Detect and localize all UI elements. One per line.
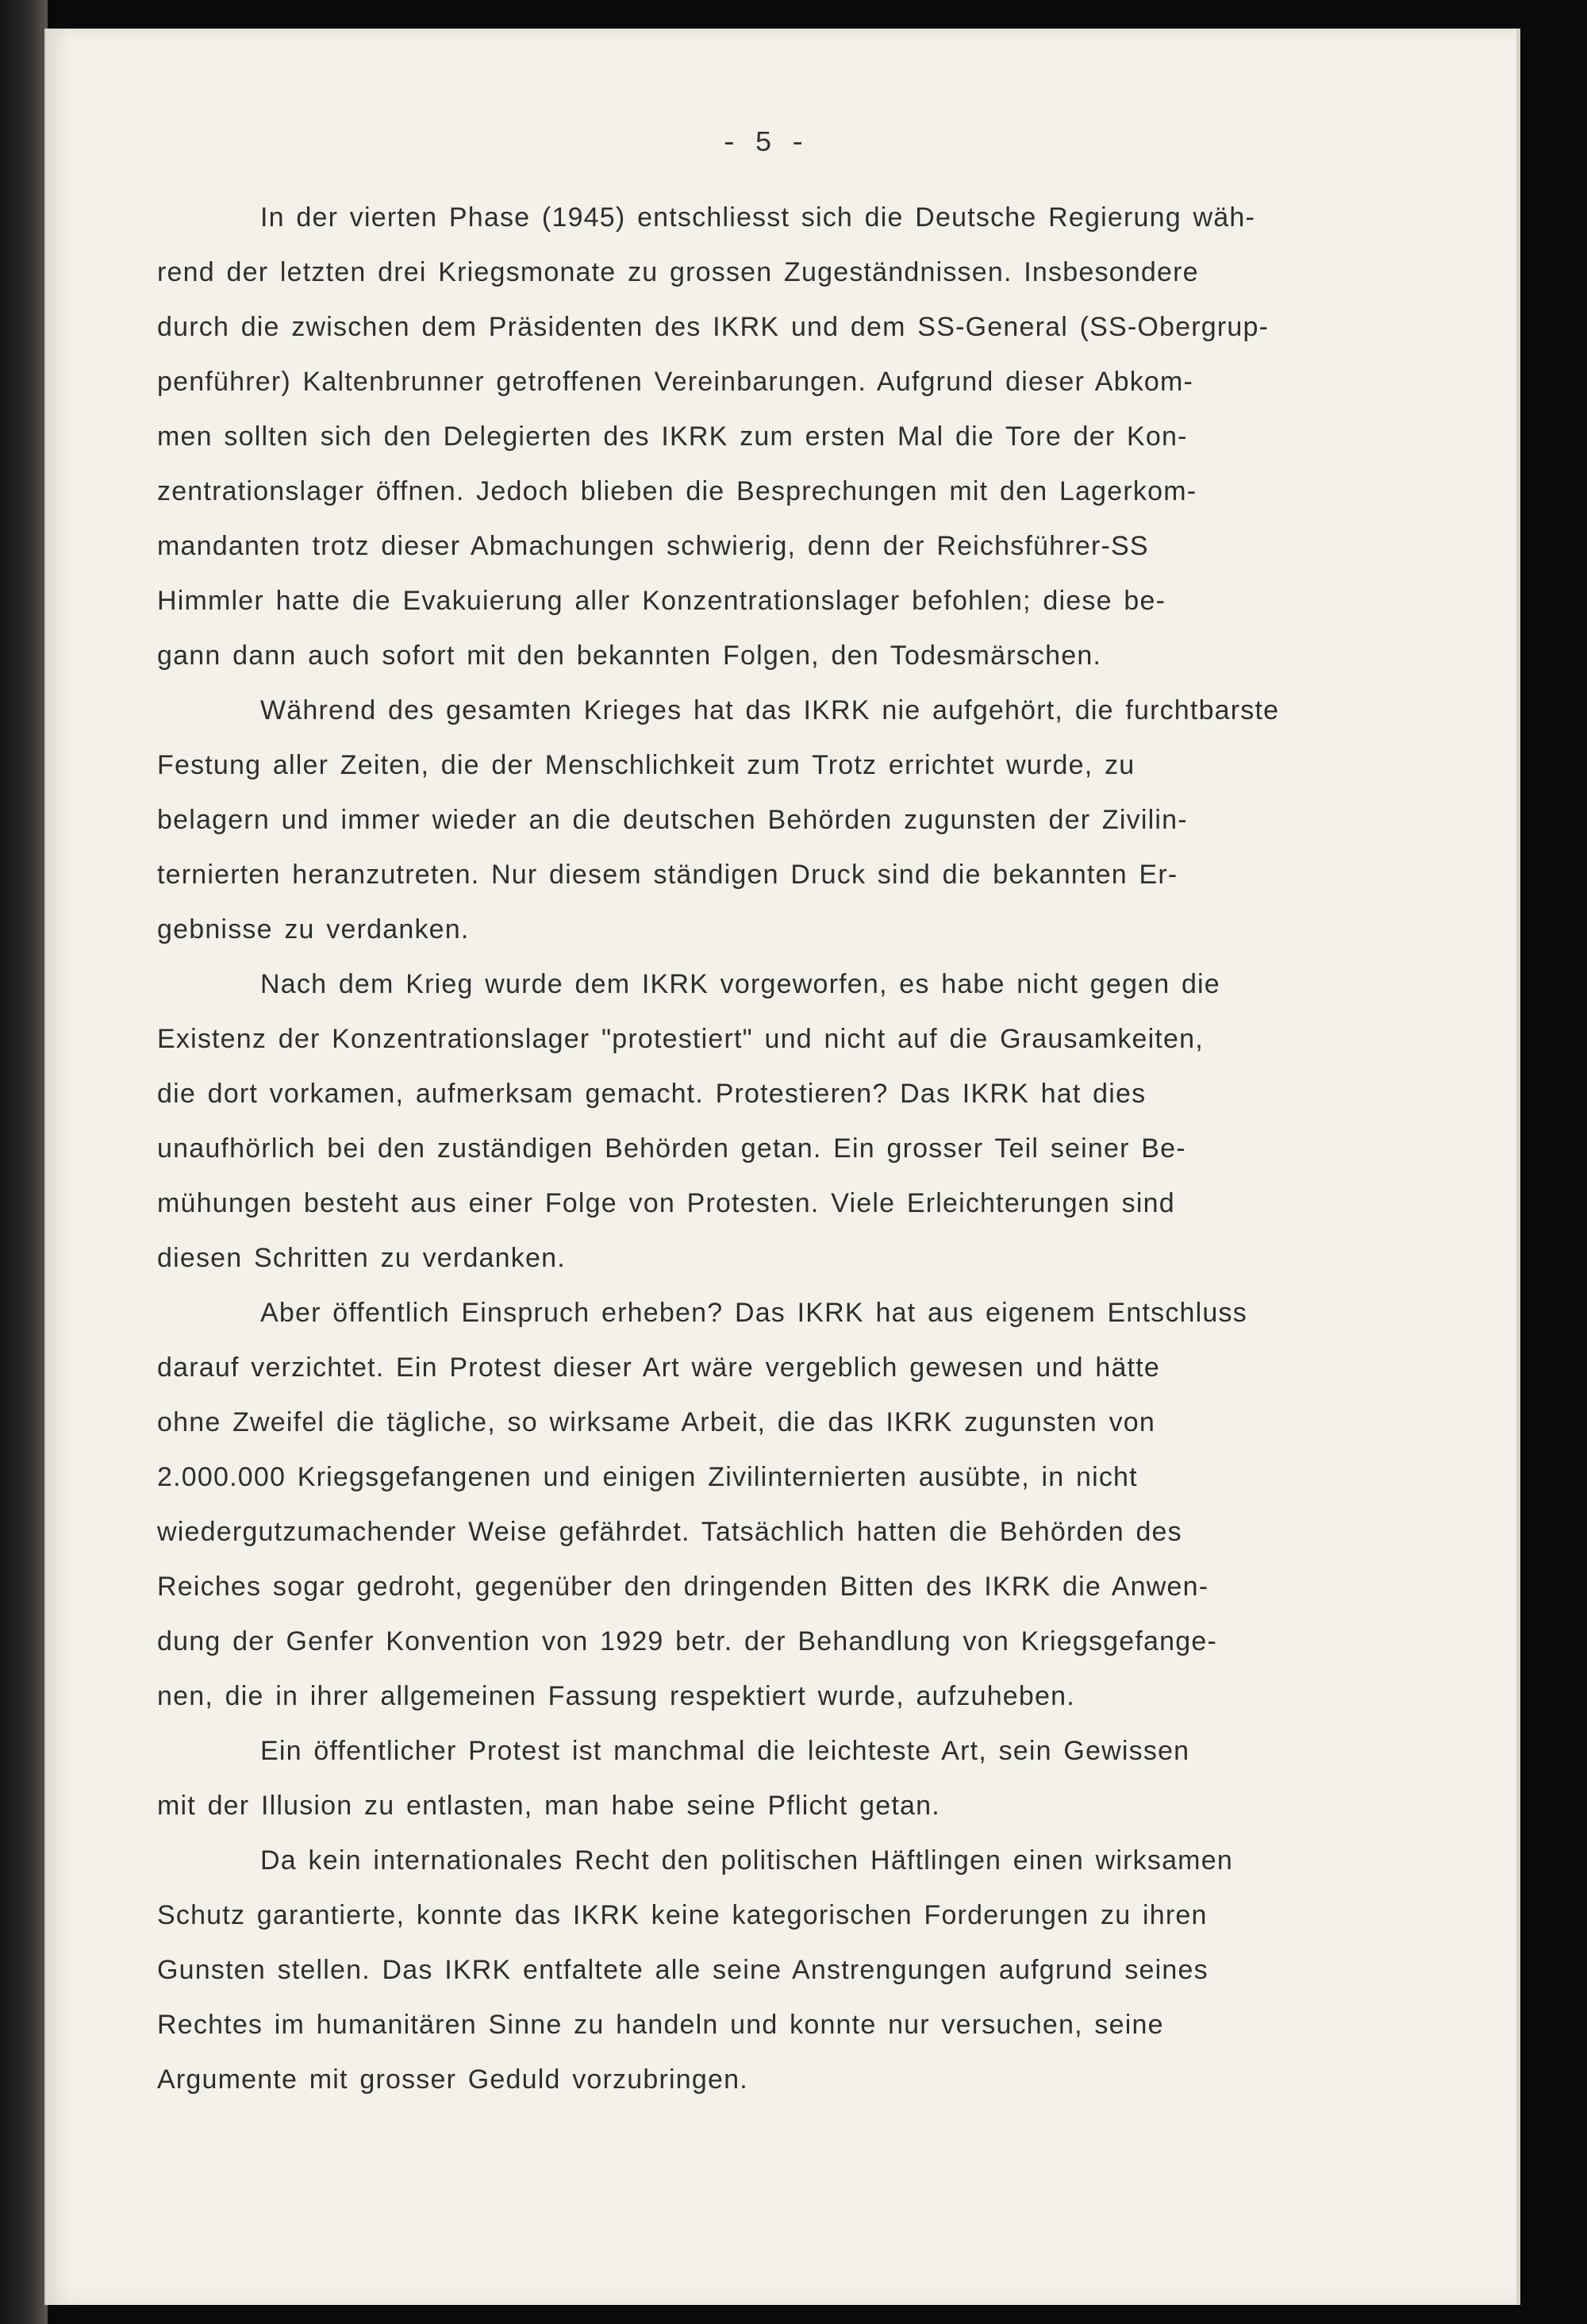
text-line: belagern und immer wieder an die deutschen Behörden zugunsten der Zivilin- (157, 805, 1188, 835)
text-line: darauf verzichtet. Ein Protest dieser Art wäre vergeblich gewesen und hätte (157, 1352, 1160, 1383)
paragraph (157, 957, 1506, 1286)
text-line: gebnisse zu verdanken. (157, 914, 470, 945)
paragraph (157, 190, 1506, 683)
text-line: dung der Genfer Konvention von 1929 betr. der Behandlung von Kriegsgefange- (157, 1626, 1217, 1656)
text-line: durch die zwischen dem Präsidenten des IKRK und dem SS-General (SS-Obergrup- (157, 312, 1270, 342)
text-line: Himmler hatte die Evakuierung aller Konzentrationslager befohlen; diese be- (157, 586, 1166, 616)
text-line: diesen Schritten zu verdanken. (157, 1243, 566, 1273)
text-line: Argumente mit grosser Geduld vorzubringen. (157, 2064, 748, 2095)
text-line: Da kein internationales Recht den politischen Häftlingen einen wirksamen (260, 1845, 1233, 1876)
text-line: men sollten sich den Delegierten des IKRK zum ersten Mal die Tore der Kon- (157, 421, 1188, 452)
text-line: Ein öffentlicher Protest ist manchmal die leichteste Art, sein Gewissen (260, 1736, 1190, 1766)
text-line: Existenz der Konzentrationslager "protestiert" und nicht auf die Grausamkeiten, (157, 1024, 1204, 1054)
text-line: Rechtes im humanitären Sinne zu handeln und konnte nur versuchen, seine (157, 2010, 1164, 2040)
text-line: unaufhörlich bei den zuständigen Behörden getan. Ein grosser Teil seiner Be- (157, 1133, 1186, 1164)
text-line: wiedergutzumachender Weise gefährdet. Tatsächlich hatten die Behörden des (157, 1517, 1182, 1547)
paragraph (157, 1724, 1506, 1833)
text-line: rend der letzten drei Kriegsmonate zu grossen Zugeständnissen. Insbesondere (157, 257, 1199, 287)
text-line: Aber öffentlich Einspruch erheben? Das IKRK hat aus eigenem Entschluss (260, 1298, 1247, 1328)
text-line: zentrationslager öffnen. Jedoch blieben die Besprechungen mit den Lagerkom- (157, 476, 1197, 506)
text-line: Reiches sogar gedroht, gegenüber den dringenden Bitten des IKRK die Anwen- (157, 1572, 1209, 1602)
document-page (44, 29, 1520, 2305)
binding-spine (0, 0, 48, 2324)
text-line: mandanten trotz dieser Abmachungen schwierig, denn der Reichsführer-SS (157, 531, 1149, 561)
text-line: Während des gesamten Krieges hat das IKRK nie aufgehört, die furchtbarste (260, 695, 1280, 725)
text-line: In der vierten Phase (1945) entschliesst sich die Deutsche Regierung wäh- (260, 202, 1255, 233)
paragraph (157, 683, 1506, 957)
page-number: - 5 - (720, 127, 807, 160)
text-line: die dort vorkamen, aufmerksam gemacht. Protestieren? Das IKRK hat dies (157, 1079, 1147, 1109)
text-line: ternierten heranzutreten. Nur diesem ständigen Druck sind die bekannten Er- (157, 860, 1178, 890)
text-line: Nach dem Krieg wurde dem IKRK vorgeworfen, es habe nicht gegen die (260, 969, 1220, 999)
text-line: mit der Illusion zu entlasten, man habe seine Pflicht getan. (157, 1791, 940, 1821)
text-line: nen, die in ihrer allgemeinen Fassung respektiert wurde, aufzuheben. (157, 1681, 1075, 1711)
text-line: Festung aller Zeiten, die der Menschlichkeit zum Trotz errichtet wurde, zu (157, 750, 1135, 780)
text-line: 2.000.000 Kriegsgefangenen und einigen Zivilinternierten ausübte, in nicht (157, 1462, 1138, 1492)
text-line: ohne Zweifel die tägliche, so wirksame Arbeit, die das IKRK zugunsten von (157, 1407, 1155, 1437)
document-body (157, 190, 1506, 2107)
text-line: penführer) Kaltenbrunner getroffenen Vereinbarungen. Aufgrund dieser Abkom- (157, 367, 1194, 397)
text-line: Gunsten stellen. Das IKRK entfaltete alle seine Anstrengungen aufgrund seines (157, 1955, 1209, 1985)
text-line: Schutz garantierte, konnte das IKRK keine kategorischen Forderungen zu ihren (157, 1900, 1208, 1930)
paragraph (157, 1286, 1506, 1724)
text-line: mühungen besteht aus einer Folge von Protesten. Viele Erleichterungen sind (157, 1188, 1175, 1218)
paragraph (157, 1833, 1506, 2107)
text-line: gann dann auch sofort mit den bekannten Folgen, den Todesmärschen. (157, 641, 1102, 671)
